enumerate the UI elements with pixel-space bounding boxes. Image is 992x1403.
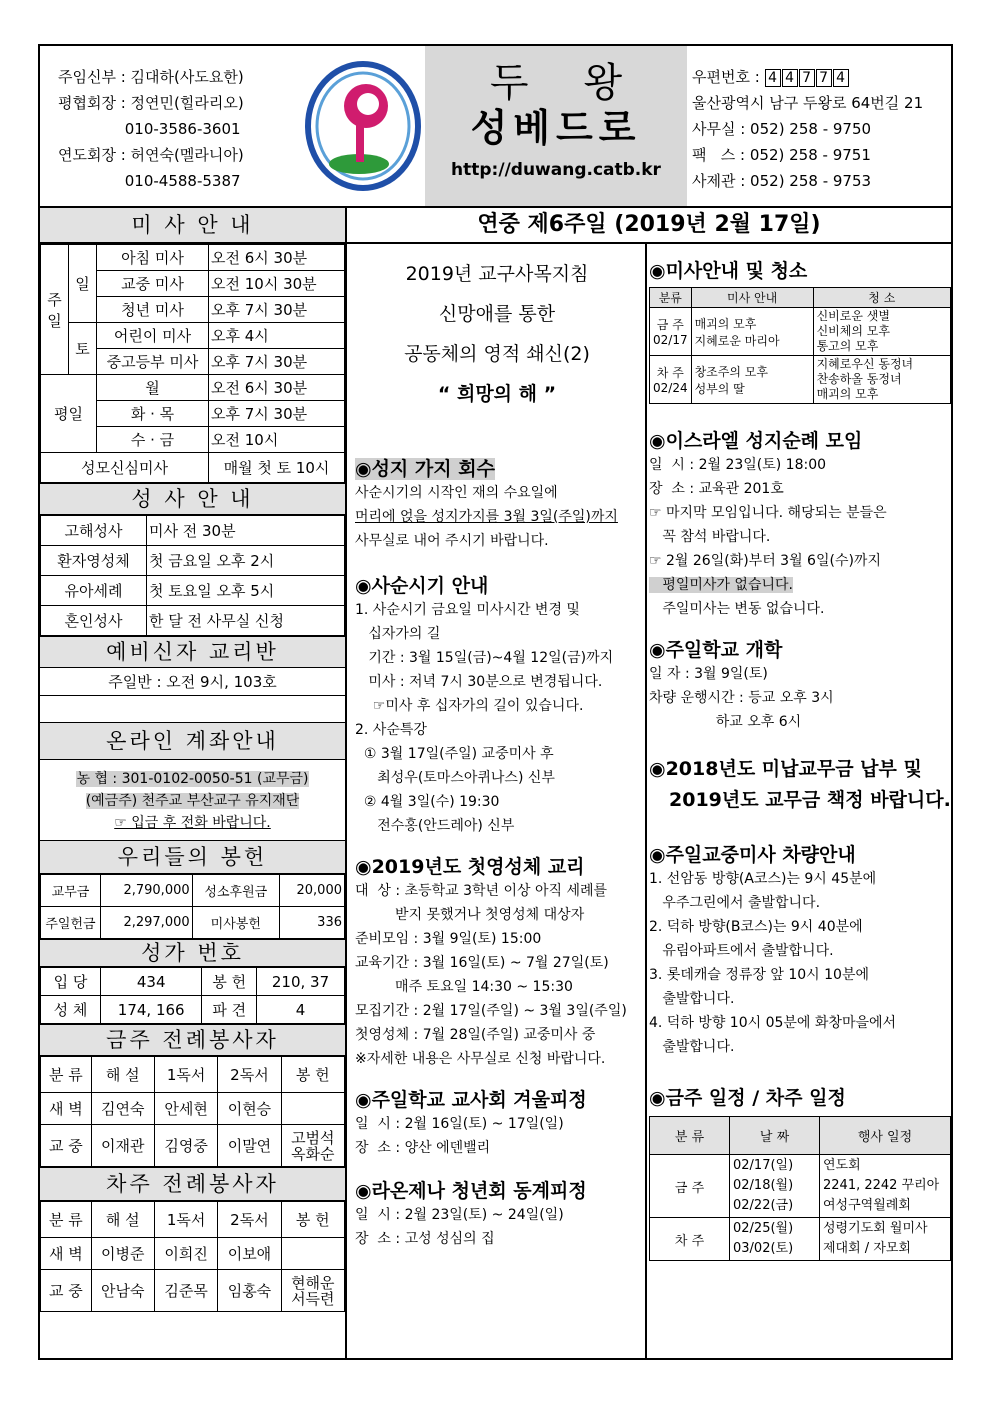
left-column bbox=[40, 208, 345, 1312]
pastor-line: 주임신부 : 김대하(사도요한) bbox=[58, 68, 244, 86]
sacrament-table: 고해성사 미사 전 30분 환자영성체 첫 금요일 오후 2시 유아세례 첫 토요일 오후 5시 혼인성사 한 달 전 사무실 신청 bbox=[40, 515, 345, 636]
servers-next-table: 분 류 해 설 1독서 2독서 봉 헌 새 벽 이병준 이희진 이보애 교 중 안남숙 김준목 임홍숙 현해운 서득련 bbox=[40, 1201, 345, 1312]
servers-this-title: 금주 전례봉사자 bbox=[40, 1024, 345, 1056]
israel-section: ◉이스라엘 성지순례 모임 일 시 : 2월 23일(토) 18:00 장 소 : 교육관 201호 ☞ 마지막 모임입니다. 해당되는 분들은 꼭 참석 바랍니다. ☞ 2월 26일(화)부터 3월 6일(수)까지 평일미사가 없습니다. 주일미사는 변동 없습니다. bbox=[649, 430, 887, 617]
schedule-table: 분 류 날 짜 행사 일정 금 주 02/17(일) 02/18(월) 02/22(금) 연도회 2241, 2242 꾸리아 여성구역월례회 차 주 02/25(월) 03/02(토) 성령기도회 월미사 제대회 / 자모회 bbox=[649, 1116, 951, 1261]
parish-logo-icon bbox=[304, 60, 422, 192]
communion-section: ◉2019년도 첫영성체 교리 대 상 : 초등학교 3학년 이상 아직 세례를 받지 못했거나 첫영성체 대상자 준비모임 : 3월 9일(토) 15:00 교육기간 : 3월 16일(토) ~ 7월 27일(토) 매주 토요일 14:30 ~ 15:30 모집기간 : 2월 17일(주일) ~ 3월 3일(주일) 첫영성체 : 7월 28일(주일) 교중미사 중 ※자세한 내용은 사무실로 신청 바랍니다. bbox=[355, 856, 627, 1067]
parish-title bbox=[425, 46, 687, 206]
catechumen-text: 주일반 : 오전 9시, 103호 bbox=[40, 668, 345, 696]
sunday-title: 연중 제6주일 (2019년 2월 17일) bbox=[345, 208, 951, 244]
youth-retreat-section: ◉라온제나 청년회 동계피정 일 시 : 2월 23일(토) ~ 24일(일) 장 소 : 고성 성심의 집 bbox=[355, 1180, 587, 1247]
header-address bbox=[692, 64, 923, 194]
header bbox=[40, 46, 951, 208]
sunday-label: 주일 bbox=[41, 245, 69, 375]
servers-next-title: 차주 전례봉사자 bbox=[40, 1167, 345, 1201]
title-duwang: 두왕 bbox=[489, 60, 678, 106]
office-phone: 사무실 : 052) 258 - 9750 bbox=[692, 120, 872, 138]
rectory-phone: 사제관 : 052) 258 - 9753 bbox=[692, 172, 872, 190]
header-contacts bbox=[58, 64, 244, 194]
palm-section: ◉성지 가지 회수 사순시기의 시작인 재의 수요일에 머리에 얹을 성지가지를 3월 3일(주일)까지 사무실로 내어 주시기 바랍니다. bbox=[355, 458, 618, 549]
dues-section: ◉2018년도 미납교무금 납부 및 2019년도 교무금 책정 바랍니다. bbox=[649, 758, 951, 811]
right-column bbox=[645, 244, 951, 1358]
fax: 팩 스 : 052) 258 - 9751 bbox=[692, 146, 871, 164]
sacrament-title: 성 사 안 내 bbox=[40, 483, 345, 515]
weekday-label: 평일 bbox=[41, 375, 97, 453]
middle-column bbox=[345, 244, 645, 1358]
account-info: 농 협 : 301-0102-0050-51 (교무금) (예금주) 천주교 부산교구 유지재단 ☞ 입금 후 전화 바랍니다. bbox=[76, 771, 309, 831]
mass-title: 미 사 안 내 bbox=[40, 208, 345, 244]
mass-table: 주일 일 아침 미사 오전 6시 30분 교중 미사 오전 10시 30분 청년 미사 오후 7시 30분 토 어린이 미사 오후 4시 중고등부 미사 오후 7시 30분 평일 월 오전 6시 30분 화 · 목 오후 7시 30분 수 · 금 오전 10시 성모신심미사 매월 첫 토 10시 bbox=[40, 244, 345, 483]
pastoral-guideline: 2019년 교구사목지침 신망애를 통한 공동체의 영적 쇄신(2) “ 희망의 해 ” bbox=[404, 263, 590, 405]
cleaning-title: ◉미사안내 및 청소 bbox=[649, 260, 808, 282]
lent-section: ◉사순시기 안내 1. 사순시기 금요일 미사시간 변경 및 십자가의 길 기간 : 3월 15일(금)~4월 12일(금)까지 미사 : 저녁 7시 30분으로 변경됩니다. ☞미사 후 십자가의 길이 있습니다. 2. 사순특강 ① 3월 17일(주일) 교중미사 후 최성우(토마스아퀴나스) 신부 ② 4월 3일(수) 19:30 전수홍(안드레아) 신부 bbox=[355, 575, 614, 834]
teacher-retreat-section: ◉주일학교 교사회 겨울피정 일 시 : 2월 16일(토) ~ 17일(일) 장 소 : 양산 에덴밸리 bbox=[355, 1089, 587, 1156]
account-title: 온라인 계좌안내 bbox=[40, 722, 345, 760]
catechumen-title: 예비신자 교리반 bbox=[40, 636, 345, 668]
hymn-title: 성가 번호 bbox=[40, 939, 345, 967]
schedule-section: ◉금주 일정 / 차주 일정 분 류 날 짜 행사 일정 금 주 02/17(일) 02/18(월) 02/22(금) 연도회 2241, 2242 꾸리아 여성구역월례회 차 주 02/25(월) 03/02(토) 성령기도회 월미사 제대회 / 자모회 bbox=[649, 1083, 951, 1261]
bulletin-frame bbox=[38, 44, 953, 1360]
offering-table: 교무금 2,790,000 성소후원금 20,000 주일헌금 2,297,000 미사봉헌 336 bbox=[40, 874, 345, 939]
cleaning-table: 분류 미사 안내 청 소 금 주 02/17 매괴의 모후 지혜로운 마리아 신비로운 샛별 신비체의 모후 통고의 모후 차 주 02/24 창조주의 모후 성부의 딸 지혜로우신 동정녀 찬송하올 동정녀 매괴의 모후 bbox=[649, 287, 951, 404]
hymn-table: 입 당 434 봉 헌 210, 37 성 체 174, 166 파 견 4 bbox=[40, 967, 345, 1024]
servers-this-table: 분 류 해 설 1독서 2독서 봉 헌 새 벽 김연숙 안세현 이현승 교 중 이재관 김영중 이말연 고범석 옥화순 bbox=[40, 1056, 345, 1167]
zip-line: 우편번호 : 4 4 7 7 4 bbox=[692, 64, 923, 90]
sunday-school-section: ◉주일학교 개학 일 자 : 3월 9일(토) 차량 운행시간 : 등교 오후 3시 하교 오후 6시 bbox=[649, 639, 834, 730]
parish-url[interactable]: http://duwang.catb.kr bbox=[451, 160, 661, 180]
council-line: 평협회장 : 정연민(힐라리오) bbox=[58, 94, 244, 112]
yeondo-phone: 010-4588-5387 bbox=[58, 172, 241, 190]
yeondo-line: 연도회장 : 허연숙(멜라니아) bbox=[58, 146, 244, 164]
address: 울산광역시 남구 두왕로 64번길 21 bbox=[692, 94, 924, 112]
vehicle-section: ◉주일교중미사 차량안내 1. 선암동 방향(A코스)는 9시 45분에 우주그린에서 출발합니다. 2. 덕하 방향(B코스)는 9시 40분에 유림아파트에서 출발합니다. 3. 롯데캐슬 정류장 앞 10시 10분에 출발합니다. 4. 덕하 방향 10시 05분에 화창마을에서 출발합니다. bbox=[649, 844, 897, 1055]
title-peter: 성베드로 bbox=[470, 106, 642, 150]
offering-title: 우리들의 봉헌 bbox=[40, 840, 345, 874]
council-phone: 010-3586-3601 bbox=[58, 120, 241, 138]
